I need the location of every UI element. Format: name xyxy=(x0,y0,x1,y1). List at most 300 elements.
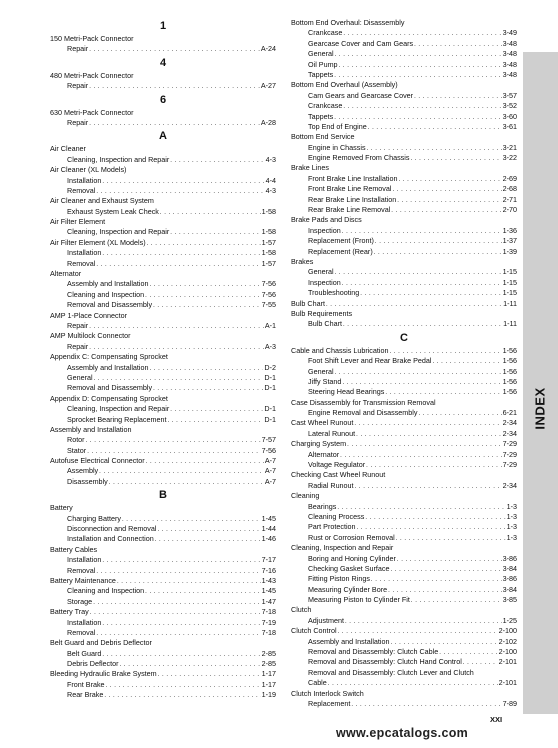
entry-page: 1-45 xyxy=(261,586,276,596)
index-entry xyxy=(50,669,276,679)
entry-page: 1-44 xyxy=(261,524,276,534)
entry-page: A-7 xyxy=(264,476,276,486)
dot-leader xyxy=(104,690,260,701)
entry-page: 1-15 xyxy=(502,267,517,277)
index-entry xyxy=(50,618,276,628)
entry-title: Cleaning, Inspection and Repair xyxy=(67,227,170,237)
entry-title: Bearings xyxy=(308,501,337,511)
entry-page: 2-100 xyxy=(498,647,517,657)
index-entry xyxy=(291,39,517,49)
entry-title: Disassembly xyxy=(67,476,108,486)
entry-title: General xyxy=(308,267,334,277)
index-entry xyxy=(291,112,517,122)
entry-page: A-28 xyxy=(260,117,276,127)
entry-page: 3-48 xyxy=(502,49,517,59)
index-entry xyxy=(291,367,517,377)
entry-title: General xyxy=(308,49,334,59)
section-letter: A xyxy=(159,130,167,143)
index-entry xyxy=(50,466,276,476)
index-entry xyxy=(50,446,276,456)
entry-title: Cable and Chassis Lubrication xyxy=(291,345,389,355)
entry-page: 1-56 xyxy=(502,345,517,355)
dot-leader xyxy=(109,477,264,488)
entry-title: Installation and Connection xyxy=(67,534,154,544)
index-heading: Appendix C: Compensating Sprocket xyxy=(50,352,168,362)
index-entry xyxy=(50,383,276,393)
entry-page: 1-56 xyxy=(502,387,517,397)
index-heading: Bottom End Overhaul: Disassembly xyxy=(291,18,405,27)
index-entry xyxy=(291,574,517,584)
index-heading: Case Disassembly for Transmission Removal xyxy=(291,397,436,407)
entry-page: 3-48 xyxy=(502,69,517,79)
entry-page: 1-46 xyxy=(261,534,276,544)
index-entry xyxy=(50,566,276,576)
entry-title: Tappets xyxy=(308,111,334,121)
entry-page: 1-15 xyxy=(502,277,517,287)
index-tab-label: INDEX xyxy=(533,386,549,430)
entry-page: 7-16 xyxy=(261,565,276,575)
entry-page: A-3 xyxy=(264,341,276,351)
entry-page: A-7 xyxy=(264,466,276,476)
entry-page: 1-36 xyxy=(502,225,517,235)
entry-title: Gearcase Cover and Cam Gears xyxy=(308,38,414,48)
section-letter: 1 xyxy=(159,20,167,32)
entry-title: Rear Brake Line Installation xyxy=(308,194,397,204)
index-entry xyxy=(50,514,276,524)
entry-title: Removal xyxy=(67,185,96,195)
index-column-right xyxy=(291,18,517,709)
entry-page: 2-34 xyxy=(502,480,517,490)
entry-title: Jiffy Stand xyxy=(308,376,342,386)
entry-title: Removal and Disassembly xyxy=(67,383,153,393)
index-entry xyxy=(50,607,276,617)
entry-title: Removal xyxy=(67,565,96,575)
entry-title: Rear Brake Line Removal xyxy=(308,205,391,215)
entry-title: Front Brake xyxy=(67,679,105,689)
index-heading: 150 Metri-Pack Connector xyxy=(50,34,134,43)
index-heading: Bulb Requirements xyxy=(291,308,353,318)
entry-title: Crankcase xyxy=(308,101,343,111)
index-entry xyxy=(50,155,276,165)
entry-page: 1-47 xyxy=(261,596,276,606)
entry-page: 3-60 xyxy=(502,111,517,121)
entry-title: Replacement (Front) xyxy=(308,236,374,246)
entry-title: Alternator xyxy=(308,449,340,459)
entry-page: D-1 xyxy=(264,404,276,414)
entry-page: 7-89 xyxy=(502,699,517,708)
index-heading: Cleaning, Inspection and Repair xyxy=(291,543,394,553)
entry-title: Disconnection and Removal xyxy=(67,524,157,534)
entry-page: A-27 xyxy=(260,81,276,91)
index-entry xyxy=(291,626,517,636)
entry-title: Removal xyxy=(67,258,96,268)
entry-title: Inspection xyxy=(308,225,341,235)
entry-page: 1-37 xyxy=(502,236,517,246)
entry-page: 7-57 xyxy=(261,435,276,445)
entry-title: Stator xyxy=(67,445,87,455)
index-entry xyxy=(291,585,517,595)
entry-title: Measuring Cylinder Bore xyxy=(308,584,388,594)
index-entry xyxy=(291,91,517,101)
entry-title: Bulb Chart xyxy=(291,298,325,308)
index-entry xyxy=(50,321,276,331)
index-entry xyxy=(50,279,276,289)
index-heading: Alternator xyxy=(50,269,82,279)
index-entry xyxy=(50,680,276,690)
index-entry xyxy=(50,81,276,91)
dot-leader xyxy=(343,319,502,330)
index-entry xyxy=(291,616,517,626)
entry-page: 3-86 xyxy=(502,574,517,584)
index-entry xyxy=(291,60,517,70)
index-heading: Brake Pads and Discs xyxy=(291,215,362,225)
index-heading: Battery xyxy=(50,503,73,513)
entry-page: 1-56 xyxy=(502,366,517,376)
entry-page: 3-22 xyxy=(502,153,517,163)
entry-title: Battery Maintenance xyxy=(50,575,116,585)
index-entry xyxy=(291,678,517,688)
entry-page: 3-86 xyxy=(502,553,517,563)
index-heading: Air Cleaner (XL Models) xyxy=(50,165,127,175)
entry-page: 3-49 xyxy=(502,28,517,38)
index-heading: Belt Guard and Debris Deflector xyxy=(50,638,152,648)
entry-title: Repair xyxy=(67,44,89,54)
index-entry xyxy=(50,290,276,300)
entry-title: Clutch Control xyxy=(291,626,337,636)
index-entry xyxy=(291,122,517,132)
entry-page: A-1 xyxy=(264,320,276,330)
footer-watermark: www.epcatalogs.com xyxy=(336,726,469,740)
index-side-tab xyxy=(523,52,558,714)
entry-page: D-2 xyxy=(264,362,276,372)
entry-title: Bulb Chart xyxy=(308,319,342,329)
dot-leader xyxy=(89,44,260,55)
index-entry xyxy=(50,690,276,700)
index-entry xyxy=(50,176,276,186)
index-entry xyxy=(291,439,517,449)
entry-title: Cam Gears and Gearcase Cover xyxy=(308,90,414,100)
entry-page: 3-85 xyxy=(502,595,517,605)
entry-page: 7-29 xyxy=(502,449,517,459)
index-entry xyxy=(50,342,276,352)
index-entry xyxy=(291,418,517,428)
entry-page: A-24 xyxy=(260,44,276,54)
entry-page: 7-55 xyxy=(261,300,276,310)
entry-page: 1-19 xyxy=(261,690,276,700)
entry-title: Repair xyxy=(67,320,89,330)
index-heading: 630 Metri-Pack Connector xyxy=(50,107,134,117)
entry-title: Debris Deflector xyxy=(67,659,119,669)
entry-title: Rotor xyxy=(67,435,85,445)
entry-title: Cast Wheel Runout xyxy=(291,418,354,428)
section-letter: 4 xyxy=(159,56,167,69)
index-entry xyxy=(291,637,517,647)
entry-page: 1-17 xyxy=(261,679,276,689)
index-entry xyxy=(291,522,517,532)
entry-title: Removal and Disassembly: Clutch Hand Control xyxy=(308,657,462,667)
index-entry xyxy=(50,300,276,310)
index-entry xyxy=(50,576,276,586)
index-heading: Removal and Disassembly: Clutch Lever and Clutch xyxy=(308,667,474,677)
index-entry xyxy=(291,299,517,309)
entry-page: 3-61 xyxy=(502,121,517,131)
entry-page: 3-48 xyxy=(502,38,517,48)
entry-title: Cleaning and Inspection xyxy=(67,586,145,596)
entry-page: 1-56 xyxy=(502,356,517,366)
entry-title: Exhaust System Leak Check xyxy=(67,206,159,216)
entry-title: Foot Shift Lever and Rear Brake Pedal xyxy=(308,356,432,366)
entry-page: 1-45 xyxy=(261,513,276,523)
entry-page: 4-3 xyxy=(265,154,276,164)
entry-page: D-1 xyxy=(264,372,276,382)
entry-page: 1-58 xyxy=(261,248,276,258)
entry-page: 1-11 xyxy=(503,319,517,329)
index-entry xyxy=(291,153,517,163)
entry-title: Assembly xyxy=(67,466,99,476)
index-entry xyxy=(50,404,276,414)
entry-title: Part Protection xyxy=(308,522,356,532)
entry-page: 7-18 xyxy=(261,607,276,617)
index-entry xyxy=(291,647,517,657)
entry-page: 3-84 xyxy=(502,563,517,573)
index-entry xyxy=(50,628,276,638)
entry-title: Front Brake Line Installation xyxy=(308,173,398,183)
entry-title: Measuring Piston to Cylinder Fit xyxy=(308,595,410,605)
entry-title: Fitting Piston Rings xyxy=(308,574,370,584)
entry-title: Cable xyxy=(308,678,327,688)
entry-title: Boring and Honing Cylinder xyxy=(308,553,396,563)
index-heading: Cleaning xyxy=(291,491,320,501)
entry-title: Charging System xyxy=(291,439,347,449)
entry-title: Tappets xyxy=(308,69,334,79)
entry-title: Lateral Runout xyxy=(308,428,356,438)
entry-title: Adjustment xyxy=(308,615,344,625)
index-entry xyxy=(291,450,517,460)
index-entry xyxy=(50,207,276,217)
dot-leader xyxy=(351,699,501,710)
entry-title: General xyxy=(67,372,93,382)
entry-page: 7-17 xyxy=(261,555,276,565)
entry-title: Assembly and Installation xyxy=(67,362,149,372)
entry-page: 7-29 xyxy=(502,439,517,449)
entry-title: Crankcase xyxy=(308,28,343,38)
entry-title: Steering Head Bearings xyxy=(308,387,385,397)
page-number: XXI xyxy=(490,715,503,724)
entry-title: Removal and Disassembly xyxy=(67,300,153,310)
index-entry xyxy=(50,238,276,248)
index-entry xyxy=(291,595,517,605)
entry-page: 1-3 xyxy=(506,511,517,521)
index-entry xyxy=(291,657,517,667)
entry-title: Installation xyxy=(67,248,102,258)
entry-title: Voltage Regulator xyxy=(308,460,366,470)
index-heading: Bottom End Service xyxy=(291,132,355,142)
index-entry xyxy=(291,143,517,153)
entry-page: 3-84 xyxy=(502,584,517,594)
entry-page: 3-21 xyxy=(502,142,517,152)
entry-page: 2-85 xyxy=(261,648,276,658)
index-entry xyxy=(291,49,517,59)
index-entry xyxy=(50,248,276,258)
entry-page: 2-100 xyxy=(498,626,517,636)
entry-title: Radial Runout xyxy=(308,480,354,490)
entry-page: 1-58 xyxy=(261,206,276,216)
entry-title: General xyxy=(308,366,334,376)
index-entry xyxy=(291,429,517,439)
entry-title: Rust or Corrosion Removal xyxy=(308,532,395,542)
entry-page: 1-15 xyxy=(502,288,517,298)
entry-title: Troubleshooting xyxy=(308,288,360,298)
entry-title: Cleaning Process xyxy=(308,511,365,521)
index-heading: Clutch xyxy=(291,605,312,615)
section-letter: B xyxy=(159,489,167,502)
index-entry xyxy=(291,564,517,574)
index-heading: AMP 1-Place Connector xyxy=(50,310,127,320)
dot-leader xyxy=(89,118,260,129)
entry-title: Bleeding Hydraulic Brake System xyxy=(50,669,157,679)
entry-page: 1-57 xyxy=(261,237,276,247)
entry-page: 7-19 xyxy=(261,617,276,627)
entry-title: Top End of Engine xyxy=(308,121,367,131)
index-entry xyxy=(50,597,276,607)
entry-page: 1-17 xyxy=(261,669,276,679)
index-entry xyxy=(50,435,276,445)
entry-title: Installation xyxy=(67,617,102,627)
index-entry xyxy=(50,477,276,487)
entry-title: Oil Pump xyxy=(308,59,338,69)
entry-page: 2-101 xyxy=(498,657,517,667)
entry-title: Removal xyxy=(67,627,96,637)
index-entry xyxy=(50,363,276,373)
entry-page: A-7 xyxy=(264,456,276,466)
entry-page: 4-3 xyxy=(265,185,276,195)
index-entry xyxy=(291,28,517,38)
entry-page: 3-57 xyxy=(502,90,517,100)
index-entry xyxy=(50,118,276,128)
index-entry xyxy=(50,649,276,659)
index-entry xyxy=(50,456,276,466)
entry-title: Replacement (Rear) xyxy=(308,246,373,256)
entry-page: 2-101 xyxy=(498,678,517,688)
entry-page: 1-56 xyxy=(502,376,517,386)
index-entry xyxy=(291,387,517,397)
index-entry xyxy=(50,555,276,565)
entry-page: 2-85 xyxy=(261,659,276,669)
entry-title: Installation xyxy=(67,555,102,565)
index-entry xyxy=(50,373,276,383)
index-heading: 480 Metri-Pack Connector xyxy=(50,70,134,80)
index-entry xyxy=(291,184,517,194)
entry-title: Removal and Disassembly: Clutch Cable xyxy=(308,647,439,657)
entry-title: Replacement xyxy=(308,699,351,708)
entry-title: Belt Guard xyxy=(67,648,102,658)
entry-page: 1-58 xyxy=(261,227,276,237)
entry-page: 1-3 xyxy=(506,501,517,511)
entry-page: 6-21 xyxy=(502,408,517,418)
entry-title: Engine Removal and Disassembly xyxy=(308,408,418,418)
entry-title: Engine in Chassis xyxy=(308,142,366,152)
index-entry xyxy=(291,205,517,215)
index-heading: Bottom End Overhaul (Assembly) xyxy=(291,80,398,90)
entry-page: 2-69 xyxy=(502,173,517,183)
entry-page: D-1 xyxy=(264,383,276,393)
index-entry xyxy=(291,70,517,80)
index-entry xyxy=(291,195,517,205)
entry-page: 2-68 xyxy=(502,184,517,194)
index-entry xyxy=(291,356,517,366)
entry-page: 1-57 xyxy=(261,258,276,268)
entry-page: 1-39 xyxy=(502,246,517,256)
index-entry xyxy=(291,460,517,470)
entry-title: Cleaning and Inspection xyxy=(67,289,145,299)
entry-page: 7-56 xyxy=(261,445,276,455)
index-heading: Air Filter Element xyxy=(50,217,106,227)
index-entry xyxy=(291,346,517,356)
entry-page: 1-11 xyxy=(503,298,517,308)
section-letter: C xyxy=(400,331,408,344)
entry-page: 2-102 xyxy=(498,636,517,646)
entry-title: Autofuse Electrical Connector xyxy=(50,456,145,466)
index-entry xyxy=(291,512,517,522)
index-heading: Clutch Interlock Switch xyxy=(291,688,364,698)
index-entry xyxy=(291,267,517,277)
entry-title: Checking Gasket Surface xyxy=(308,563,390,573)
index-column-left xyxy=(50,18,276,701)
entry-page: 7-56 xyxy=(261,279,276,289)
entry-page: 4-4 xyxy=(265,175,276,185)
entry-title: Assembly and Installation xyxy=(308,636,390,646)
index-entry xyxy=(50,534,276,544)
entry-title: Repair xyxy=(67,117,89,127)
index-entry xyxy=(50,659,276,669)
entry-title: Battery Tray xyxy=(50,607,89,617)
index-heading: Air Cleaner xyxy=(50,144,86,154)
entry-page: 2-34 xyxy=(502,428,517,438)
index-entry xyxy=(50,524,276,534)
index-entry xyxy=(291,481,517,491)
index-entry xyxy=(291,502,517,512)
entry-title: Engine Removed From Chassis xyxy=(308,153,410,163)
index-heading: Appendix D: Compensating Sprocket xyxy=(50,393,168,403)
index-heading: Brakes xyxy=(291,256,314,266)
entry-title: Cleaning, Inspection and Repair xyxy=(67,154,170,164)
index-entry xyxy=(291,319,517,329)
index-entry xyxy=(291,247,517,257)
index-heading: AMP Multilock Connector xyxy=(50,331,131,341)
entry-title: Assembly and Installation xyxy=(67,279,149,289)
entry-title: Repair xyxy=(67,341,89,351)
entry-title: Storage xyxy=(67,596,93,606)
index-entry xyxy=(50,415,276,425)
entry-page: 2-70 xyxy=(502,205,517,215)
index-heading: Assembly and Installation xyxy=(50,424,132,434)
index-entry xyxy=(291,278,517,288)
index-entry xyxy=(291,377,517,387)
entry-page: 7-18 xyxy=(261,627,276,637)
index-entry xyxy=(50,186,276,196)
index-entry xyxy=(291,101,517,111)
entry-page: 3-52 xyxy=(502,101,517,111)
index-entry xyxy=(50,227,276,237)
entry-title: Inspection xyxy=(308,277,341,287)
index-entry xyxy=(291,288,517,298)
entry-title: Cleaning, Inspection and Repair xyxy=(67,404,170,414)
index-heading: Air Cleaner and Exhaust System xyxy=(50,196,154,206)
entry-page: 2-71 xyxy=(502,194,517,204)
index-entry xyxy=(291,236,517,246)
index-entry xyxy=(50,586,276,596)
entry-title: Sprocket Bearing Replacement xyxy=(67,414,167,424)
